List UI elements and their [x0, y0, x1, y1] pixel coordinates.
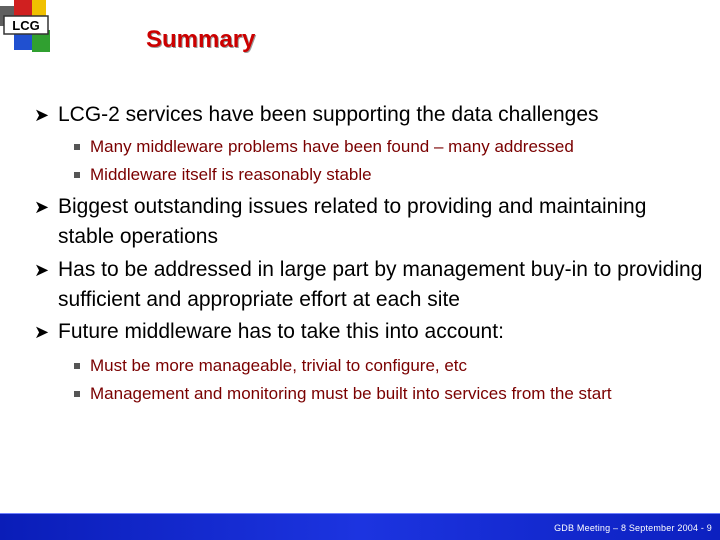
sub-bullet-1-1-text: Many middleware problems have been found – many addressed	[90, 137, 574, 156]
sub-bullet-4-1-text: Must be more manageable, trivial to configure, etc	[90, 356, 468, 375]
bullet-4-text: Future middleware has to take this into account:	[58, 320, 504, 343]
square-bullet-icon	[74, 144, 80, 150]
footer-bar	[0, 513, 720, 540]
bullet-2-text: Biggest outstanding issues related to providing and maintaining stable operations	[58, 195, 647, 248]
bullet-1	[34, 100, 708, 130]
square-bullet-icon	[74, 172, 80, 178]
sub-bullet-1-2-text: Middleware itself is reasonably stable	[90, 165, 372, 184]
lcg-logo	[0, 0, 56, 56]
logo-text: LCG	[12, 18, 40, 33]
sub-bullet-1-1	[90, 135, 690, 159]
arrow-bullet-icon: ➤	[34, 105, 50, 125]
footer-text: GDB Meeting – 8 September 2004 - 9	[554, 523, 712, 533]
square-bullet-icon	[74, 363, 80, 369]
arrow-bullet-icon: ➤	[34, 197, 50, 217]
arrow-bullet-icon: ➤	[34, 260, 50, 280]
sub-bullet-4-1	[90, 354, 690, 378]
square-bullet-icon	[74, 391, 80, 397]
arrow-bullet-icon: ➤	[34, 322, 50, 342]
slide-title: Summary	[146, 26, 256, 53]
bullet-2	[34, 192, 708, 252]
sub-bullet-1-2	[90, 163, 690, 187]
bullet-4	[34, 317, 708, 347]
bullet-3-text: Has to be addressed in large part by management buy-in to providing sufficient and appropriate effort at each site	[58, 258, 703, 311]
sub-bullet-4-2	[90, 382, 690, 406]
bullet-1-text: LCG-2 services have been supporting the data challenges	[58, 103, 599, 126]
sub-bullet-4-2-text: Management and monitoring must be built into services from the start	[90, 384, 612, 403]
bullet-3	[34, 255, 708, 315]
